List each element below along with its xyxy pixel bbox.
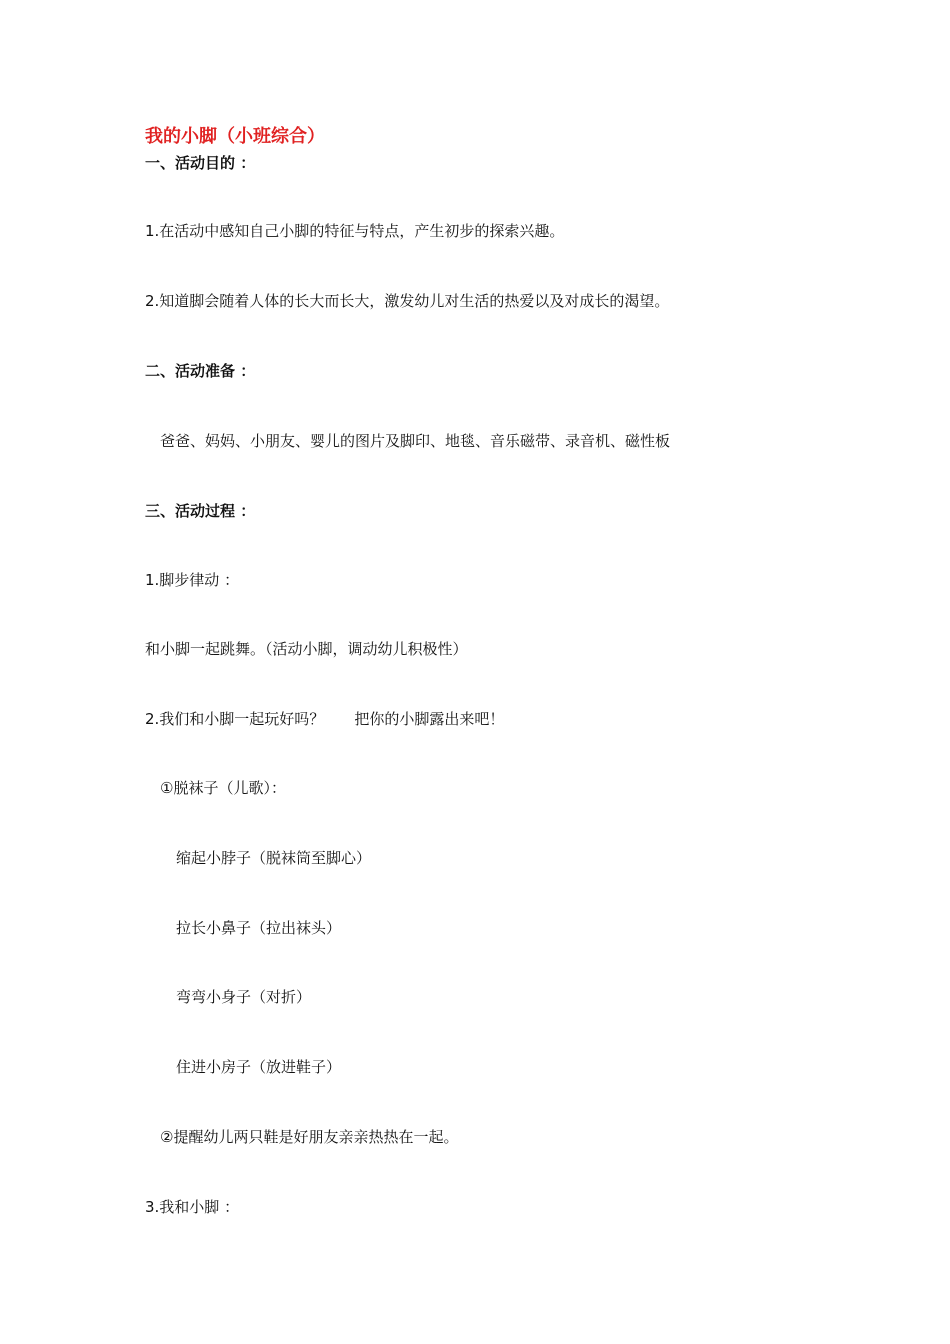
step-2-sub-1: ①脱袜子（儿歌）： bbox=[160, 779, 286, 797]
step-1-title: 1.脚步律动 ： bbox=[145, 571, 240, 589]
rhyme-line-3: 弯弯小身子（对折） bbox=[176, 988, 312, 1006]
section-heading-goals: 一、活动目的 ： bbox=[145, 154, 256, 172]
step-2-title: 2.我们和小脚一起玩好吗？ 把你的小脚露出来吧！ bbox=[145, 710, 505, 728]
step-3-title: 3.我和小脚 ： bbox=[145, 1198, 240, 1216]
goal-item-2: 2.知道脚会随着人体的长大而长大，激发幼儿对生活的热爱以及对成长的渴望。 bbox=[145, 292, 670, 310]
materials-text: 爸爸、妈妈、小朋友、婴儿的图片及脚印、地毯、音乐磁带、录音机、磁性板 bbox=[160, 432, 671, 450]
section-heading-process: 三、活动过程 ： bbox=[145, 502, 256, 520]
goal-item-1: 1.在活动中感知自己小脚的特征与特点，产生初步的探索兴趣。 bbox=[145, 222, 565, 240]
step-1-text: 和小脚一起跳舞。（活动小脚，调动幼儿积极性） bbox=[145, 640, 468, 658]
section-heading-preparation: 二、活动准备 ： bbox=[145, 362, 256, 380]
rhyme-line-1: 缩起小脖子（脱袜筒至脚心） bbox=[176, 849, 372, 867]
rhyme-line-4: 住进小房子（放进鞋子） bbox=[176, 1058, 342, 1076]
rhyme-line-2: 拉长小鼻子（拉出袜头） bbox=[176, 919, 342, 937]
document-title: 我的小脚（小班综合） bbox=[145, 126, 325, 147]
step-2-sub-2: ②提醒幼儿两只鞋是好朋友亲亲热热在一起。 bbox=[160, 1128, 459, 1146]
